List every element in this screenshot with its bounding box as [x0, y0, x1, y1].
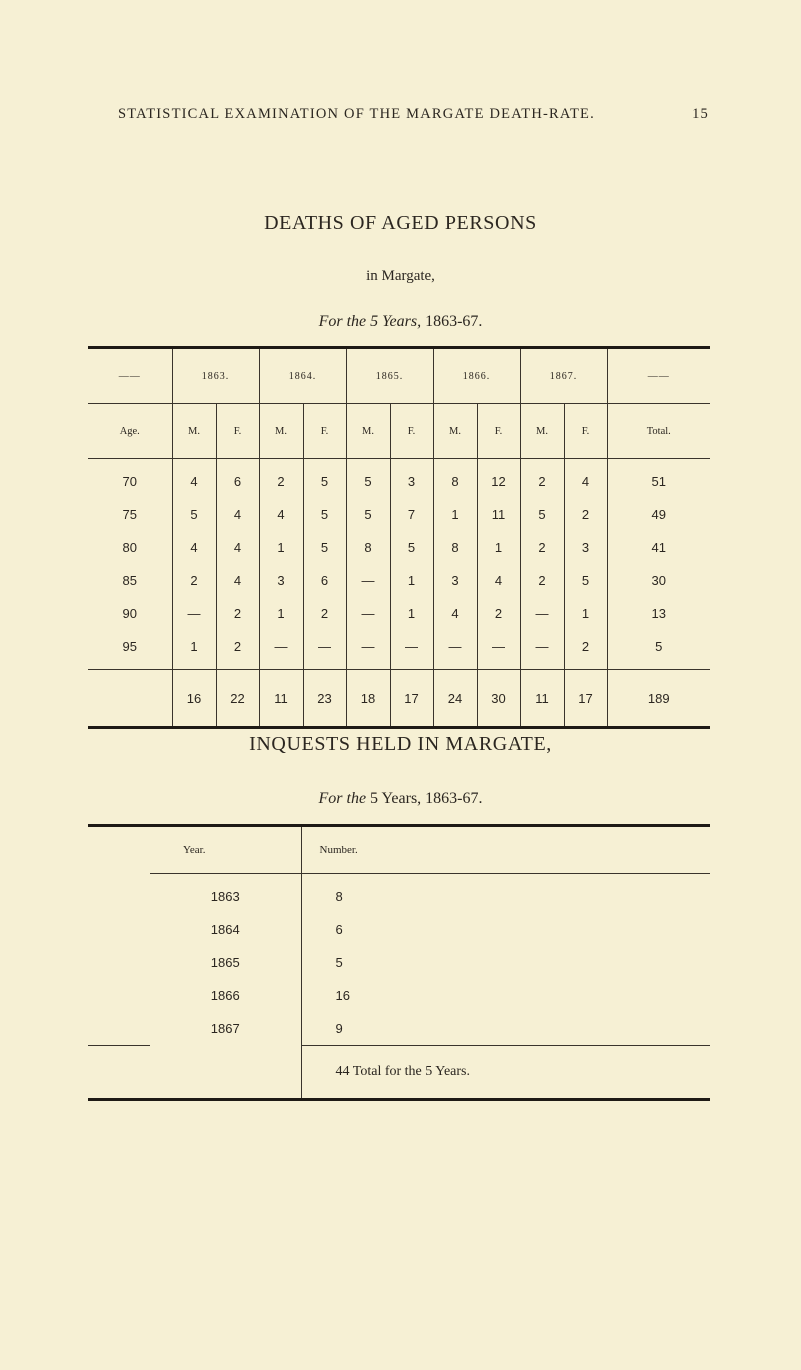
count-cell: 1	[477, 531, 520, 564]
count-cell: —	[346, 564, 390, 597]
total-year-cell	[150, 1046, 301, 1099]
total-cell: 17	[390, 670, 433, 727]
table-rule-bottom	[88, 1098, 710, 1101]
inquest-year: 1866	[150, 979, 301, 1012]
row-pad-cell	[88, 946, 150, 979]
count-cell: 8	[346, 531, 390, 564]
column-header-row	[88, 404, 710, 459]
table-rule-bottom	[88, 726, 710, 729]
inquest-row	[88, 913, 710, 946]
row-total-cell: 5	[607, 630, 710, 670]
count-cell: 5	[303, 459, 346, 499]
age-cell: 90	[122, 606, 137, 621]
count-cell: 4	[564, 459, 607, 499]
count-cell: 1	[259, 597, 303, 630]
year-header: 1865.	[346, 349, 433, 404]
total-header: Total.	[607, 404, 710, 459]
totals-label-cell	[88, 670, 172, 727]
male-header: M.	[433, 404, 477, 459]
row-total-cell: 41	[607, 531, 710, 564]
total-cell: 24	[433, 670, 477, 727]
count-cell: 5	[172, 498, 216, 531]
inquest-number: 9	[335, 1021, 343, 1036]
year-header: 1864.	[259, 349, 346, 404]
count-cell: —	[477, 630, 520, 670]
count-cell: 4	[433, 597, 477, 630]
count-cell: 2	[259, 459, 303, 499]
page-number: 15	[692, 106, 709, 122]
age-cell: 95	[122, 639, 137, 654]
total-cell: 22	[216, 670, 259, 727]
count-cell: 2	[216, 630, 259, 670]
count-cell: 2	[216, 597, 259, 630]
inquests-header-row	[88, 827, 710, 874]
age-row	[88, 459, 710, 499]
inquests-total-row	[88, 1046, 710, 1099]
count-cell: 2	[520, 459, 564, 499]
inquest-number: 8	[301, 874, 710, 914]
count-cell: 8	[433, 459, 477, 499]
count-cell: 1	[172, 630, 216, 670]
inquest-year: 1864	[150, 913, 301, 946]
count-cell: 5	[346, 459, 390, 499]
corner-dash: ——	[118, 370, 141, 382]
count-cell: 8	[433, 531, 477, 564]
deaths-period-prefix: For the 5 Years,	[318, 313, 422, 330]
age-cell: 80	[122, 540, 137, 555]
inquest-number: 5	[335, 955, 343, 970]
count-cell: —	[433, 630, 477, 670]
count-cell: 1	[564, 597, 607, 630]
count-cell: 1	[259, 531, 303, 564]
row-pad-cell	[88, 1012, 150, 1046]
row-total-cell: 49	[607, 498, 710, 531]
deaths-period	[0, 313, 801, 331]
female-header: F.	[303, 404, 346, 459]
male-header: M.	[346, 404, 390, 459]
count-cell: 2	[520, 564, 564, 597]
count-cell: —	[346, 597, 390, 630]
age-row	[88, 630, 710, 670]
count-cell: —	[390, 630, 433, 670]
count-cell: 2	[564, 498, 607, 531]
row-total-cell: 51	[607, 459, 710, 499]
row-pad-cell	[88, 913, 150, 946]
deaths-subtitle: in Margate,	[366, 268, 435, 284]
female-header: F.	[216, 404, 259, 459]
year-header-row	[88, 349, 710, 404]
count-cell: 4	[172, 531, 216, 564]
inquests-period-prefix: For the	[318, 790, 367, 807]
female-header: F.	[390, 404, 433, 459]
count-cell: —	[346, 630, 390, 670]
total-cell: 23	[303, 670, 346, 727]
inquest-row	[88, 874, 710, 914]
inquest-number: 6	[335, 922, 343, 937]
total-cell: 11	[520, 670, 564, 727]
count-cell: 5	[390, 531, 433, 564]
total-cell: 18	[346, 670, 390, 727]
count-cell: 3	[390, 459, 433, 499]
count-cell: 3	[433, 564, 477, 597]
inquests-period	[0, 790, 801, 808]
male-header: M.	[520, 404, 564, 459]
row-pad-cell	[88, 979, 150, 1012]
count-cell: 3	[259, 564, 303, 597]
age-cell: 75	[122, 507, 137, 522]
male-header: M.	[259, 404, 303, 459]
count-cell: 2	[520, 531, 564, 564]
totals-row	[88, 670, 710, 727]
count-cell: 5	[520, 498, 564, 531]
count-cell: 5	[346, 498, 390, 531]
count-cell: —	[259, 630, 303, 670]
male-header: M.	[172, 404, 216, 459]
row-pad-cell	[88, 874, 150, 914]
total-cell: 30	[477, 670, 520, 727]
count-cell: 2	[477, 597, 520, 630]
total-cell: 16	[172, 670, 216, 727]
inquest-row	[88, 1012, 710, 1046]
deaths-table	[88, 346, 710, 729]
count-cell: 11	[477, 498, 520, 531]
count-cell: 5	[303, 531, 346, 564]
year-column-header: Year.	[88, 827, 301, 874]
row-total-cell: 30	[607, 564, 710, 597]
total-cell: 11	[259, 670, 303, 727]
count-cell: 3	[564, 531, 607, 564]
count-cell: 4	[216, 531, 259, 564]
count-cell: —	[172, 597, 216, 630]
deaths-period-years: 1863-67.	[421, 313, 483, 330]
year-header: 1867.	[520, 349, 607, 404]
count-cell: 4	[172, 459, 216, 499]
inquests-title: INQUESTS HELD IN MARGATE,	[249, 733, 552, 755]
count-cell: 6	[303, 564, 346, 597]
number-column-header: Number.	[319, 844, 358, 856]
inquest-number: 16	[335, 988, 350, 1003]
inquest-year: 1863	[150, 874, 301, 914]
deaths-title: DEATHS OF AGED PERSONS	[264, 212, 537, 234]
inquests-table	[88, 824, 710, 1101]
inquest-year: 1867	[150, 1012, 301, 1046]
count-cell: 1	[390, 597, 433, 630]
inquest-row	[88, 979, 710, 1012]
age-row	[88, 531, 710, 564]
inquest-year: 1865	[150, 946, 301, 979]
count-cell: —	[303, 630, 346, 670]
count-cell: 12	[477, 459, 520, 499]
year-header: 1863.	[172, 349, 259, 404]
count-cell: 7	[390, 498, 433, 531]
count-cell: 5	[564, 564, 607, 597]
count-cell: 4	[477, 564, 520, 597]
count-cell: —	[520, 630, 564, 670]
running-head-title: STATISTICAL EXAMINATION OF THE MARGATE DEATH-RATE.	[118, 106, 595, 122]
age-row	[88, 564, 710, 597]
count-cell: 1	[390, 564, 433, 597]
grand-total: 189	[607, 670, 710, 727]
inquests-total: 44 Total for the 5 Years.	[301, 1046, 710, 1099]
count-cell: 2	[303, 597, 346, 630]
row-total-cell: 13	[607, 597, 710, 630]
count-cell: 1	[433, 498, 477, 531]
count-cell: 5	[303, 498, 346, 531]
age-cell: 70	[88, 459, 172, 499]
age-row	[88, 597, 710, 630]
count-cell: 2	[564, 630, 607, 670]
age-header: Age.	[88, 404, 172, 459]
count-cell: 4	[216, 564, 259, 597]
age-cell: 85	[122, 573, 137, 588]
count-cell: 2	[172, 564, 216, 597]
female-header: F.	[477, 404, 520, 459]
year-header: 1866.	[433, 349, 520, 404]
count-cell: 6	[216, 459, 259, 499]
female-header: F.	[564, 404, 607, 459]
inquests-period-rest: 5 Years, 1863-67.	[366, 790, 483, 807]
count-cell: 4	[259, 498, 303, 531]
count-cell: 4	[216, 498, 259, 531]
inquest-row	[88, 946, 710, 979]
total-cell: 17	[564, 670, 607, 727]
count-cell: —	[520, 597, 564, 630]
corner-dash: ——	[607, 349, 710, 404]
total-pad-cell	[88, 1046, 150, 1099]
age-row	[88, 498, 710, 531]
